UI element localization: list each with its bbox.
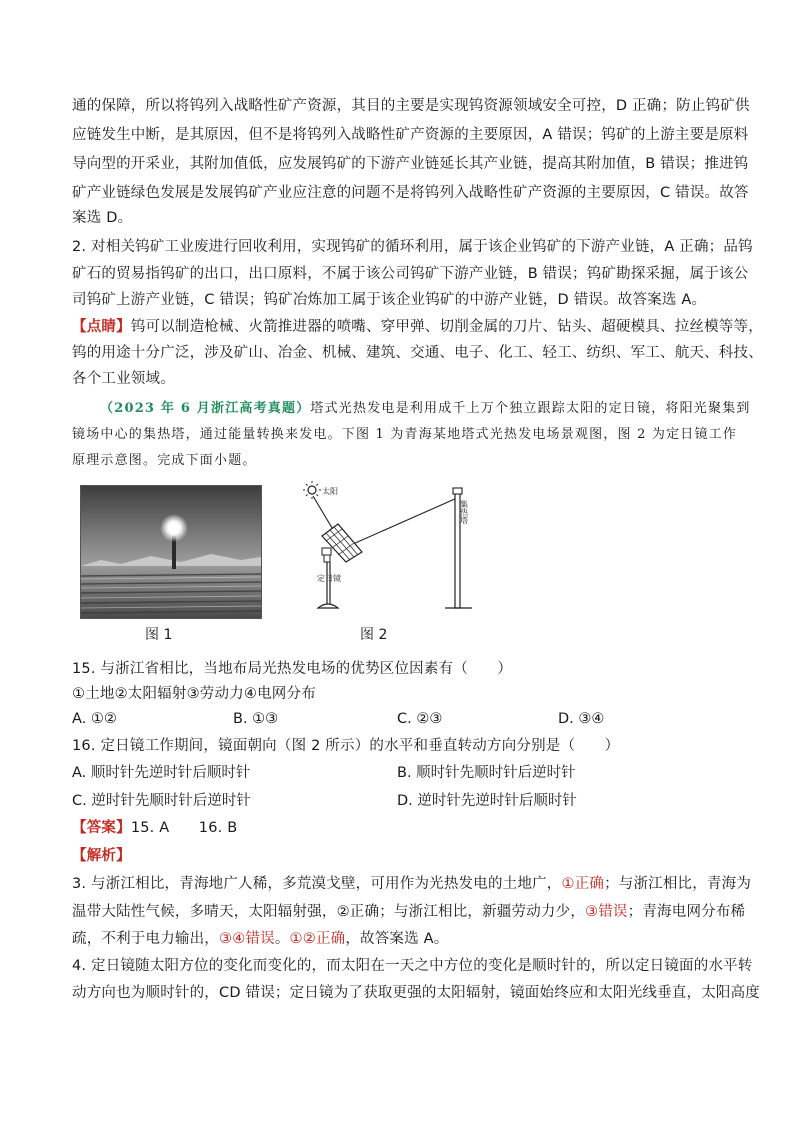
para1-line3 bbox=[72, 154, 748, 174]
para1-line2 bbox=[72, 125, 748, 145]
answer-line bbox=[72, 818, 237, 838]
intro-line1 bbox=[100, 399, 751, 419]
q15-option-a[interactable]: A. ①② bbox=[72, 711, 117, 727]
heliostat-diagram bbox=[300, 478, 490, 623]
analysis3-line1 bbox=[72, 874, 751, 894]
analysis3-line3 bbox=[72, 929, 448, 949]
dianjing-text: 钨可以制造枪械、火箭推进器的喷嘴、穿甲弹、切削金属的刀片、钻头、超硬模具、拉丝模等等， bbox=[130, 319, 763, 335]
source-tag: （2023 年 6 月浙江高考真题） bbox=[100, 401, 311, 416]
text-run-red: ①正确 bbox=[561, 876, 605, 892]
figure2-diagram bbox=[300, 478, 490, 623]
intro-text: 塔式光热发电是利用成千上万个独立跟踪太阳的定日镜，将阳光聚集到 bbox=[310, 401, 751, 416]
dianjing-line2: 钨的用途十分广泛，涉及矿山、冶金、机械、建筑、交通、电子、化工、轻工、纺织、军工、航天、科技、 bbox=[72, 345, 763, 361]
text-run: 疏，不利于电力输出， bbox=[72, 931, 219, 947]
figure2-caption: 图 2 bbox=[360, 627, 388, 643]
para2-line2: 矿石的贸易指钨矿的出口，出口原料，不属于该公司钨矿下游产业链，B 错误；钨矿勘探采掘，属于该公 bbox=[72, 266, 749, 282]
q16-option-b[interactable]: B. 顺时针先顺时针后逆时针 bbox=[397, 765, 576, 781]
text-run: ；与浙江相比，新疆劳动力少， bbox=[379, 904, 586, 920]
q15-option-d[interactable]: D. ③④ bbox=[558, 711, 605, 727]
text-run: 应链发生中断，是其原因，但不是将钨列入战略性矿产资源的主要原因，A 错误；钨矿的上游主要是原料 bbox=[72, 127, 749, 143]
intro-line3: 原理示意图。完成下面小题。 bbox=[72, 453, 257, 468]
analysis-heading bbox=[72, 846, 131, 866]
figure1-caption: 图 1 bbox=[145, 627, 173, 643]
analysis3-line2 bbox=[72, 902, 745, 922]
para1-line4 bbox=[72, 183, 749, 203]
text-run: 矿产业链绿色发展是发展钨矿产业应注意的问题不是将钨列入战略性矿产资源的主要原因，C 错误。故答 bbox=[72, 185, 749, 201]
text-run: 导向型的开采业，其附加值低，应发展钨矿的下游产业链延长其产业链，提高其附加值，B 错误；推进钨 bbox=[72, 156, 749, 172]
tower-label: 集热塔 bbox=[459, 500, 469, 524]
q16-option-c[interactable]: C. 逆时针先顺时针后逆时针 bbox=[72, 793, 251, 809]
analysis4-line1: 4. 定日镜随太阳方位的变化而变化的，而太阳在一天之中方位的变化是顺时针的，所以定日镜面的水平转 bbox=[72, 958, 753, 974]
mirror-label: 定日镜 bbox=[317, 574, 341, 583]
text-run: 通的保障，所以将钨列入战略性矿产资源，其目的主要是实现钨资源领域安全可控，D 正确；防止钨矿供 bbox=[72, 98, 750, 114]
answer-tag: 【答案】 bbox=[72, 820, 131, 836]
sun-label: 太阳 bbox=[322, 487, 338, 496]
q15-stem: 15. 与浙江省相比，当地布局光热发电场的优势区位因素有（ ） bbox=[72, 661, 513, 677]
text-run: 案选 D。 bbox=[72, 210, 133, 226]
dianjing-line3: 各个工业领域。 bbox=[72, 371, 175, 387]
text-run: 3. 与浙江相比，青海地广人稀，多荒漠戈壁，可用作为光热发电的土地广， bbox=[72, 876, 562, 892]
figure1-photo bbox=[80, 485, 262, 619]
q16-option-a[interactable]: A. 顺时针先逆时针后顺时针 bbox=[72, 765, 251, 781]
analysis-tag: 【解析】 bbox=[72, 848, 131, 864]
para1-line5 bbox=[72, 208, 132, 228]
dianjing-tag: 【点睛】 bbox=[72, 319, 131, 335]
heliostat-mirror-icon bbox=[318, 524, 362, 608]
text-run-red: ①②正确 bbox=[289, 931, 346, 947]
text-run-red: ③④错误 bbox=[219, 931, 275, 947]
text-run-red: ③错误 bbox=[585, 904, 628, 920]
dianjing-line1 bbox=[72, 317, 763, 337]
text-run: ；青海电网分布稀 bbox=[627, 904, 746, 920]
q15-option-b[interactable]: B. ①③ bbox=[233, 711, 279, 727]
para2-line3: 司钨矿上游产业链，C 错误；钨矿冶炼加工属于该企业钨矿的中游产业链，D 错误。故答案选 A。 bbox=[72, 292, 707, 308]
text-run: ；与浙江相比，青海为 bbox=[604, 876, 752, 892]
text-run: 温带大陆性气候，多晴天，太阳辐射强， bbox=[72, 904, 337, 920]
text-run: 。 bbox=[274, 931, 290, 947]
q15-option-c[interactable]: C. ②③ bbox=[397, 711, 443, 727]
para2-line1: 2. 对相关钨矿工业废进行回收利用，实现钨矿的循环利用，属于该企业钨矿的下游产业链，A 正确；品钨 bbox=[72, 239, 753, 255]
para1-line1 bbox=[72, 96, 750, 116]
solar-field-photo-icon bbox=[81, 486, 261, 618]
sun-icon bbox=[303, 481, 321, 499]
text-run: ，故答案选 A。 bbox=[345, 931, 449, 947]
text-run: ②正确 bbox=[336, 904, 380, 920]
analysis4-line2: 动方向也为顺时针的，CD 错误；定日镜为了获取更强的太阳辐射，镜面始终应和太阳光线垂直，太阳高度 bbox=[72, 985, 760, 1001]
q16-stem: 16. 定日镜工作期间，镜面朝向（图 2 所示）的水平和垂直转动方向分别是（ ） bbox=[72, 738, 620, 754]
q15-factors: ①土地②太阳辐射③劳动力④电网分布 bbox=[72, 686, 316, 702]
q16-option-d[interactable]: D. 逆时针先逆时针后顺时针 bbox=[397, 793, 577, 809]
answer-text: 15. A 16. B bbox=[130, 820, 238, 836]
intro-line2: 镜场中心的集热塔，通过能量转换来发电。下图 1 为青海某地塔式光热发电场景观图，图 2 为定日镜工作 bbox=[72, 427, 738, 442]
